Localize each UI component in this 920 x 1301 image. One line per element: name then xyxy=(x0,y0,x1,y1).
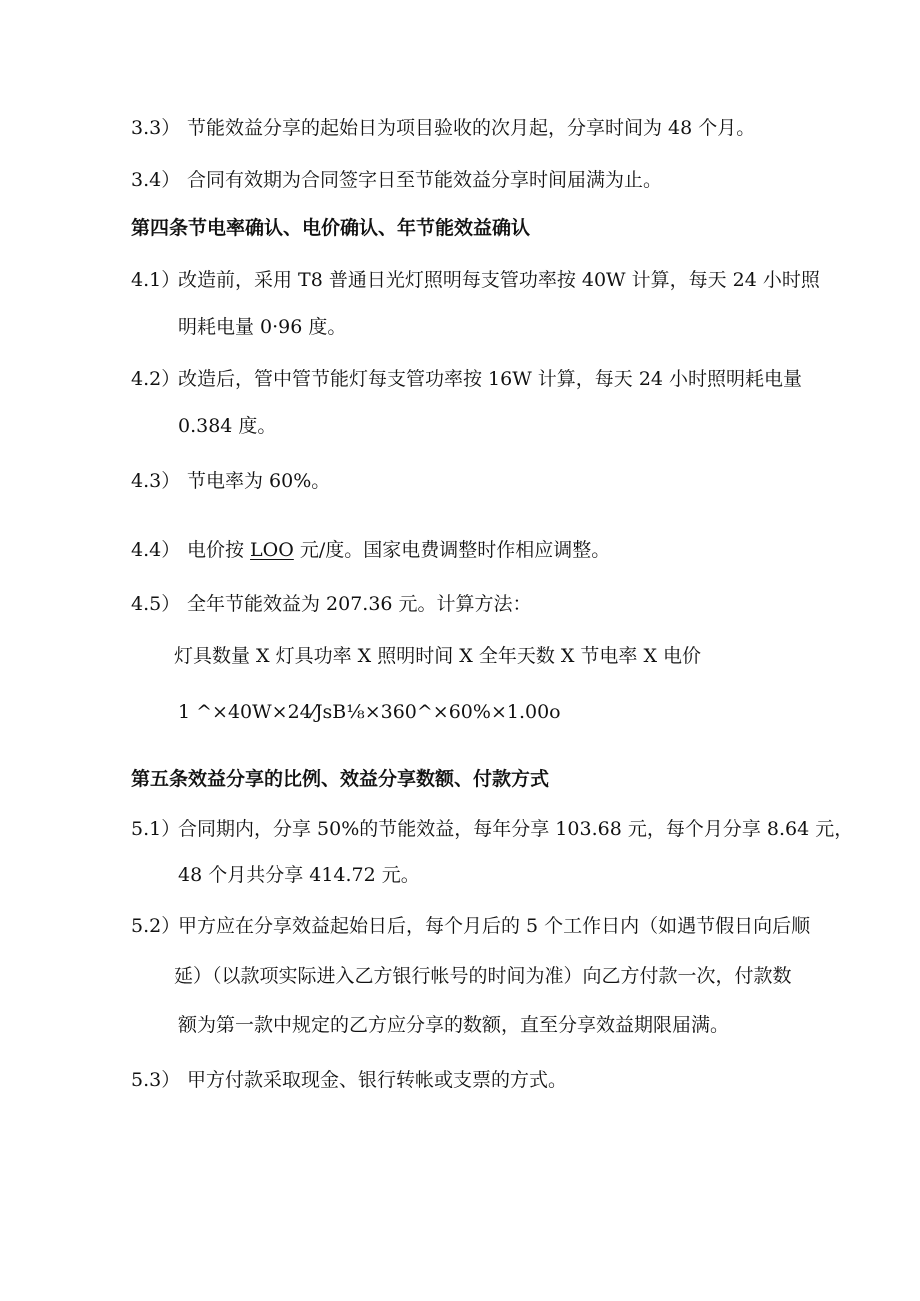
clause-text-suffix: 元/度。国家电费调整时作相应调整。 xyxy=(293,539,611,561)
clause-4-5 xyxy=(131,591,532,617)
price-value: LOO xyxy=(250,539,294,561)
clause-number: 4.1） xyxy=(131,269,181,291)
calculation-expression: 1 ^×40W×24⁄JsB⅛×360^×60%×1.00o xyxy=(178,701,561,723)
clause-text: 甲方付款采取现金、银行转帐或支票的方式。 xyxy=(187,1069,568,1091)
section-4-heading: 第四条节电率确认、电价确认、年节能效益确认 xyxy=(131,217,531,239)
clause-text: 改造后，管中管节能灯每支管功率按 16W 计算，每天 24 小时照明耗电量 xyxy=(178,368,803,390)
clause-text: 改造前，采用 T8 普通日光灯照明每支管功率按 40W 计算，每天 24 小时照 xyxy=(178,269,820,291)
clause-4-1 xyxy=(131,267,820,293)
clause-number: 4.5） xyxy=(131,593,181,615)
clause-4-2 xyxy=(131,366,802,392)
clause-number: 3.3） xyxy=(131,117,181,139)
clause-number: 5.3） xyxy=(131,1069,181,1091)
clause-5-1-continued: 48 个月共分享 414.72 元。 xyxy=(178,864,420,886)
clause-4-4 xyxy=(131,537,610,563)
clause-4-2-continued: 0.384 度。 xyxy=(178,415,277,437)
clause-4-3 xyxy=(131,468,330,494)
clause-5-2-continued: 延）（以款项实际进入乙方银行帐号的时间为准）向乙方付款一次，付款数 xyxy=(174,965,792,987)
clause-number: 4.2） xyxy=(131,368,181,390)
clause-text: 合同有效期为合同签字日至节能效益分享时间届满为止。 xyxy=(187,169,663,191)
clause-number: 5.1） xyxy=(131,818,181,840)
clause-number: 3.4） xyxy=(131,169,181,191)
clause-4-1-continued: 明耗电量 0·96 度。 xyxy=(178,316,347,338)
clause-text: 节能效益分享的起始日为项目验收的次月起，分享时间为 48 个月。 xyxy=(187,117,756,139)
calculation-formula: 灯具数量 X 灯具功率 X 照明时间 X 全年天数 X 节电率 X 电价 xyxy=(174,645,702,667)
clause-text: 合同期内，分享 50%的节能效益，每年分享 103.68 元，每个月分享 8.64 元， xyxy=(178,818,854,840)
clause-text-prefix: 电价按 xyxy=(187,539,251,561)
clause-text: 节电率为 60%。 xyxy=(187,470,331,492)
clause-3-3 xyxy=(131,115,755,141)
section-5-heading: 第五条效益分享的比例、效益分享数额、付款方式 xyxy=(131,768,550,790)
clause-text: 全年节能效益为 207.36 元。计算方法： xyxy=(187,593,532,615)
clause-text: 甲方应在分享效益起始日后，每个月后的 5 个工作日内（如遇节假日向后顺 xyxy=(178,915,811,937)
clause-3-4 xyxy=(131,167,662,193)
clause-5-2 xyxy=(131,913,810,939)
clause-number: 4.3） xyxy=(131,470,181,492)
clause-5-1 xyxy=(131,816,853,842)
clause-number: 5.2） xyxy=(131,915,181,937)
clause-5-3 xyxy=(131,1067,567,1093)
clause-number: 4.4） xyxy=(131,539,181,561)
clause-5-2-continued-2: 额为第一款中规定的乙方应分享的数额，直至分享效益期限届满。 xyxy=(178,1014,730,1036)
